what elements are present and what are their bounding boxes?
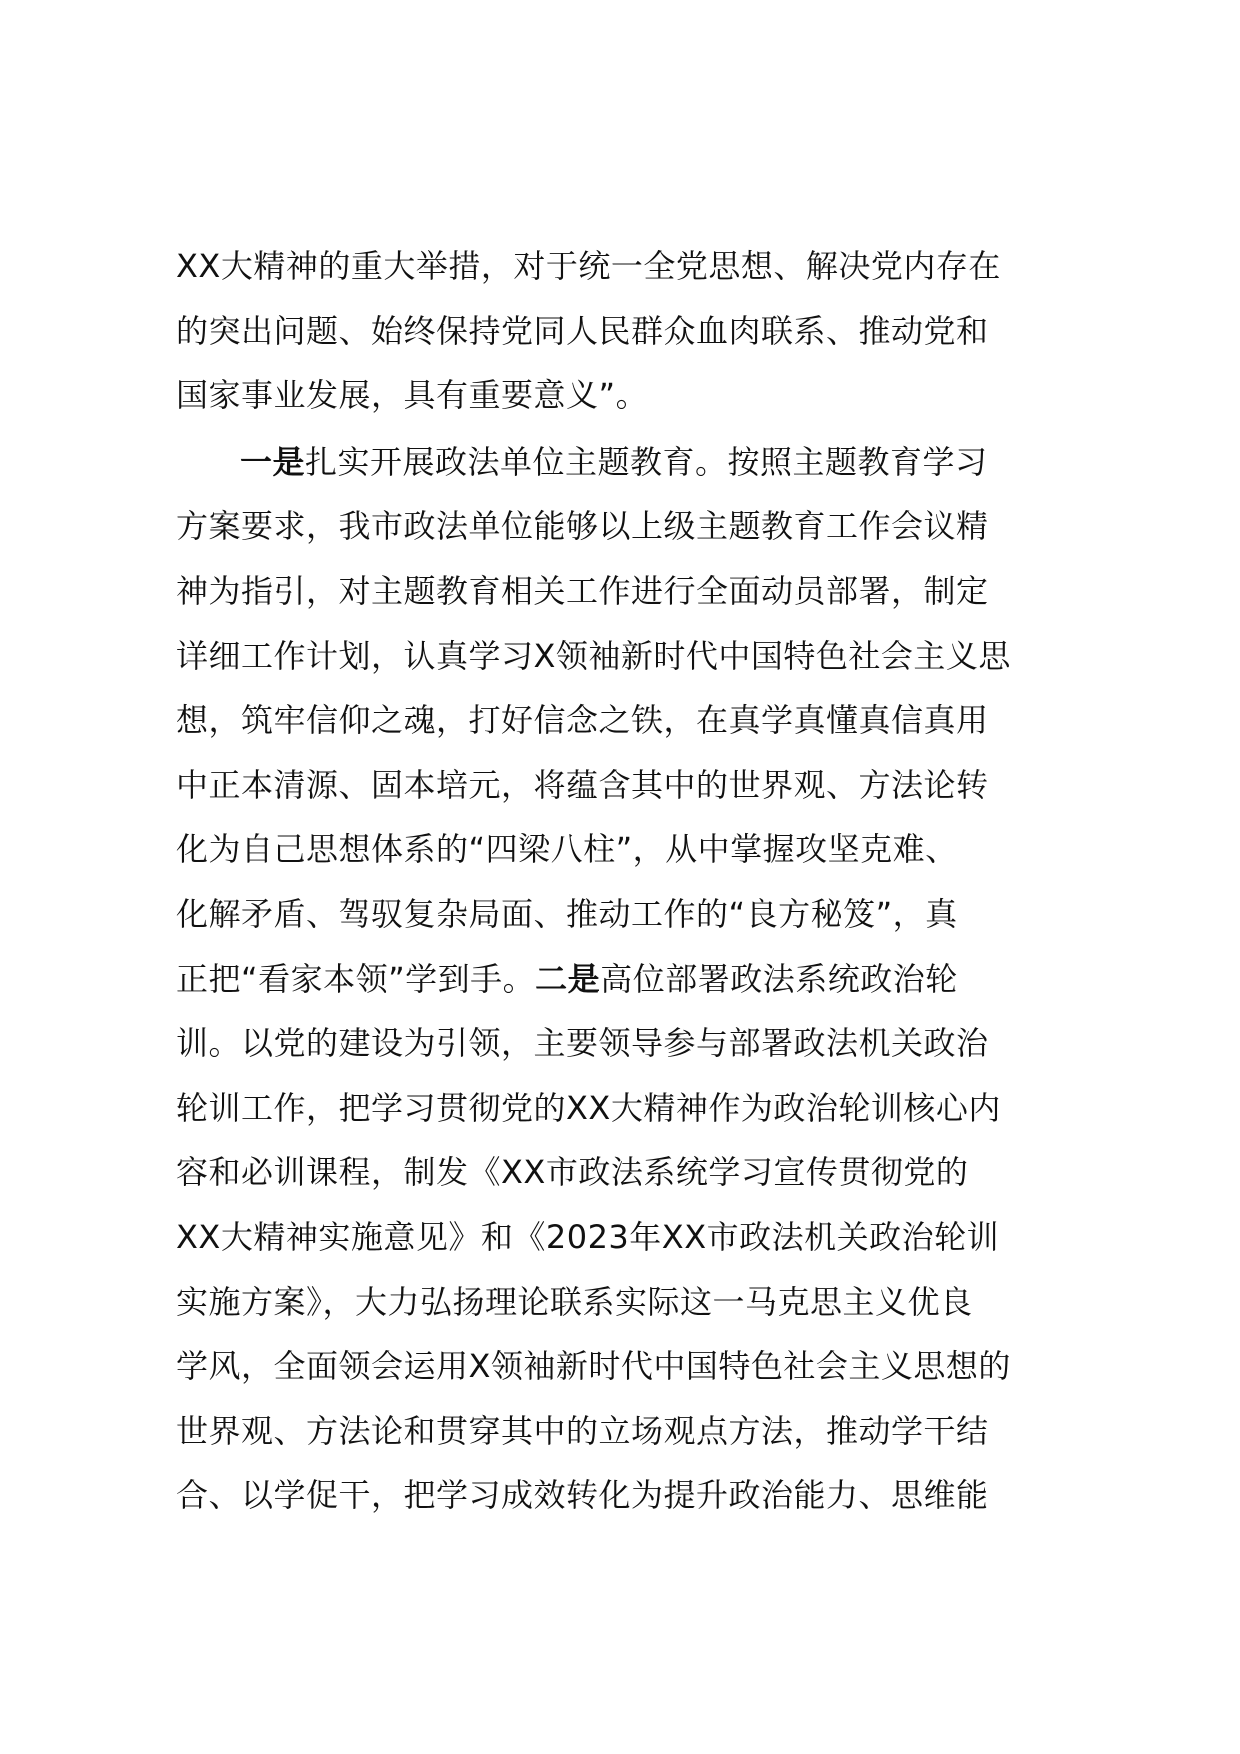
heading-marker-second: 二是 [535, 959, 601, 998]
text-segment: 学风，全面领会运用X领袖新时代中国特色社会主义思想的 [176, 1347, 1011, 1386]
text-line [176, 1076, 1096, 1141]
text-segment: 化解矛盾、驾驭复杂局面、推动工作的“良方秘笈”，真 [176, 894, 958, 933]
text-line [176, 1334, 1096, 1399]
text-segment: 实施方案》，大力弘扬理论联系实际这一马克思主义优良 [176, 1282, 973, 1321]
text-segment: 中正本清源、固本培元，将蕴含其中的世界观、方法论转 [176, 765, 989, 804]
text-segment: 神为指引，对主题教育相关工作进行全面动员部署，制定 [176, 571, 989, 610]
text-line [176, 1205, 1096, 1270]
text-segment: XX大精神的重大举措，对于统一全党思想、解决党内存在 [176, 247, 1001, 285]
text-line [176, 559, 1096, 624]
text-segment: 轮训工作，把学习贯彻党的XX大精神作为政治轮训核心内 [176, 1088, 1001, 1127]
text-segment: 扎实开展政法单位主题教育。按照主题教育学习 [305, 442, 988, 481]
paragraph-first-line [176, 430, 1096, 495]
text-line [176, 299, 1096, 364]
text-line [176, 234, 1096, 299]
text-line [176, 753, 1096, 818]
text-segment: 容和必训课程，制发《XX市政法系统学习宣传贯彻党的 [176, 1153, 969, 1192]
text-segment: 想，筑牢信仰之魂，打好信念之铁，在真学真懂真信真用 [176, 701, 989, 740]
text-line [176, 817, 1096, 882]
text-segment: 正把“看家本领”学到手。 [176, 959, 536, 998]
text-segment: XX大精神实施意见》和《2023年XX市政法机关政治轮训 [176, 1217, 1000, 1256]
text-line [176, 363, 1096, 428]
heading-marker-first: 一是 [240, 442, 306, 481]
text-segment: 世界观、方法论和贯穿其中的立场观点方法，推动学干结 [176, 1411, 989, 1450]
text-line [176, 1463, 1096, 1528]
text-line [176, 1011, 1096, 1076]
text-line [176, 624, 1096, 689]
text-line [176, 1399, 1096, 1464]
text-line [176, 688, 1096, 753]
text-line [176, 494, 1096, 559]
text-line [176, 882, 1096, 947]
text-segment: 方案要求，我市政法单位能够以上级主题教育工作会议精 [176, 507, 989, 546]
text-segment: 合、以学促干，把学习成效转化为提升政治能力、思维能 [176, 1476, 989, 1515]
text-segment: 化为自己思想体系的“四梁八柱”，从中掌握攻坚克难、 [176, 830, 958, 869]
text-segment: 详细工作计划，认真学习X领袖新时代中国特色社会主义思 [176, 636, 1011, 675]
text-segment: 高位部署政法系统政治轮 [600, 959, 958, 998]
text-segment: 国家事业发展，具有重要意义”。 [176, 376, 649, 415]
text-line [176, 1270, 1096, 1335]
text-segment: 的突出问题、始终保持党同人民群众血肉联系、推动党和 [176, 311, 989, 350]
text-segment: 训。以党的建设为引领，主要领导参与部署政法机关政治 [176, 1024, 989, 1063]
text-line [176, 1140, 1096, 1205]
body-text [176, 234, 1096, 1528]
text-line [176, 947, 1096, 1012]
